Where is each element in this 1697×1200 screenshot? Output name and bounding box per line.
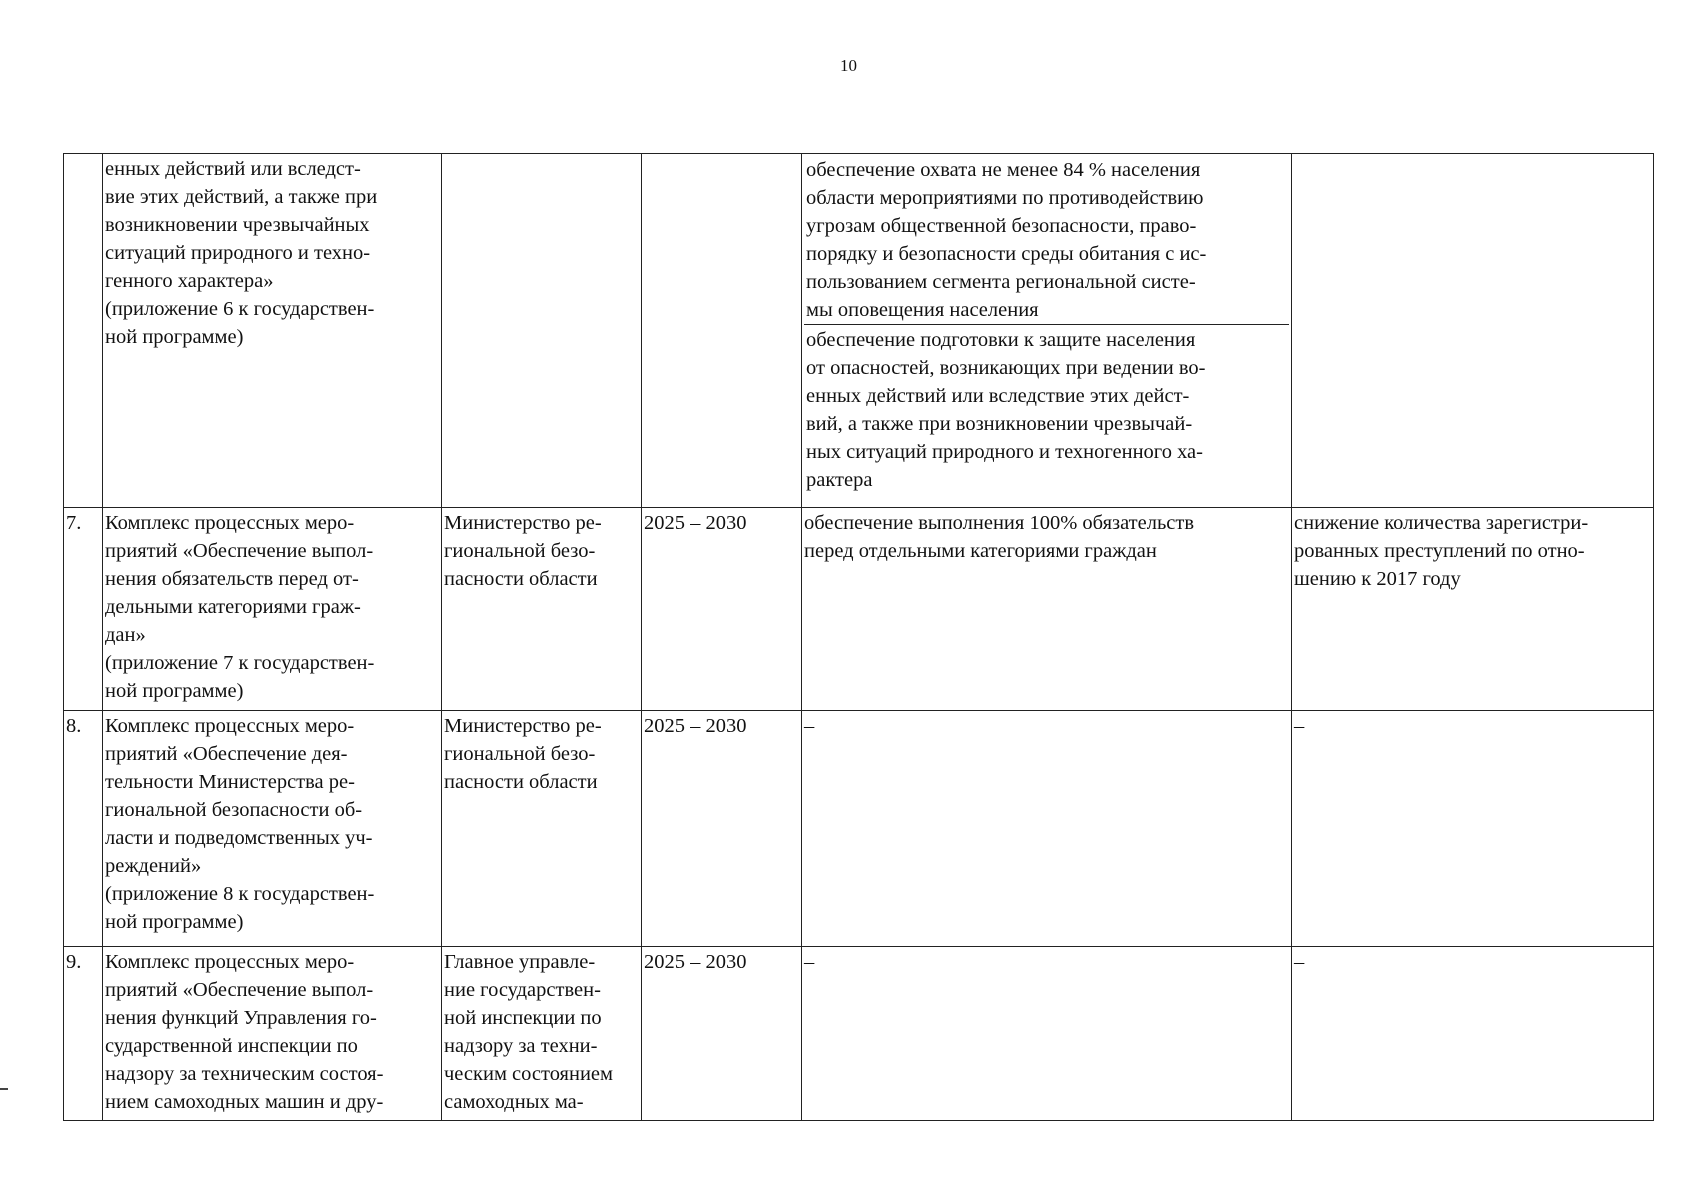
responsible-cell — [442, 508, 642, 711]
tasks-cell — [802, 947, 1292, 1121]
table-row — [64, 508, 1654, 711]
period-cell — [642, 947, 802, 1121]
responsible-cell — [442, 154, 642, 508]
measure-name-line: (приложение 8 к государствен- — [105, 883, 375, 905]
task-line: от опасностей, возникающих при ведении во- — [806, 357, 1206, 379]
indicator-cell — [1292, 947, 1654, 1121]
period-cell — [642, 154, 802, 508]
measure-name-cell — [103, 947, 442, 1121]
measure-name-line: гиональной безопасности об- — [105, 799, 363, 821]
period-text: 2025 – 2030 — [644, 512, 747, 534]
measure-name-line: Комплекс процессных меро- — [105, 715, 355, 737]
measure-name-line: приятий «Обеспечение выпол- — [105, 540, 374, 562]
measure-name-line: приятий «Обеспечение выпол- — [105, 979, 374, 1001]
row-number-cell — [64, 154, 103, 508]
indicator-cell — [1292, 508, 1654, 711]
task-line: пользованием сегмента региональной систе- — [806, 271, 1196, 293]
indicator-line: – — [1294, 715, 1305, 737]
responsible-line: ческим состоянием — [444, 1063, 613, 1085]
task-line: обеспечение охвата не менее 84 % населения — [806, 159, 1201, 181]
measure-name-line: генного характера» — [105, 270, 274, 292]
responsible-line: гиональной безо- — [444, 743, 596, 765]
task-line: ных ситуаций природного и техногенного ха- — [806, 441, 1203, 463]
measure-name-line: (приложение 7 к государствен- — [105, 652, 375, 674]
row-number-cell — [64, 508, 103, 711]
task-line: – — [804, 951, 815, 973]
row-number-cell — [64, 947, 103, 1121]
row-number: 9. — [66, 951, 82, 973]
task-line: области мероприятиями по противодействию — [806, 187, 1204, 209]
task-line: обеспечение подготовки к защите населения — [806, 329, 1196, 351]
indicator-line: рованных преступлений по отно- — [1294, 540, 1585, 562]
measure-name-line: дельными категориями граж- — [105, 596, 361, 618]
indicator-line: – — [1294, 951, 1305, 973]
measure-name-line: сударственной инспекции по — [105, 1035, 358, 1057]
measure-name-line: енных действий или вследст- — [105, 158, 361, 180]
responsible-cell — [442, 711, 642, 947]
responsible-line: самоходных ма- — [444, 1091, 584, 1113]
responsible-line: Главное управле- — [444, 951, 596, 973]
indicator-cell — [1292, 711, 1654, 947]
measure-name-line: ной программе) — [105, 911, 244, 933]
responsible-line: ние государствен- — [444, 979, 601, 1001]
measure-name-line: (приложение 6 к государствен- — [105, 298, 375, 320]
period-text: 2025 – 2030 — [644, 715, 747, 737]
measure-name-line: нения обязательств перед от- — [105, 568, 359, 590]
responsible-line: Министерство ре- — [444, 512, 602, 534]
measure-name-line: ной программе) — [105, 326, 244, 348]
measure-name-line: реждений» — [105, 855, 202, 877]
task-line: енных действий или вследствие этих дейст- — [806, 385, 1190, 407]
indicator-cell — [1292, 154, 1654, 508]
page-number: 10 — [840, 56, 857, 75]
measure-name-line: ситуаций природного и техно- — [105, 242, 371, 264]
measure-name-line: Комплекс процессных меро- — [105, 512, 355, 534]
period-cell — [642, 711, 802, 947]
row-number: 7. — [66, 512, 82, 534]
responsible-line: ной инспекции по — [444, 1007, 602, 1029]
task-line: перед отдельными категориями граждан — [804, 540, 1157, 562]
measure-name-line: ной программе) — [105, 680, 244, 702]
responsible-line: Министерство ре- — [444, 715, 602, 737]
task-line: порядку и безопасности среды обитания с ис- — [806, 243, 1207, 265]
task-block — [804, 155, 1289, 325]
measure-name-line: дан» — [105, 624, 146, 646]
task-line: угрозам общественной безопасности, право- — [806, 215, 1197, 237]
measure-name-line: вие этих действий, а также при — [105, 186, 378, 208]
task-block — [804, 325, 1289, 496]
row-number-cell — [64, 711, 103, 947]
margin-mark — [0, 1088, 8, 1090]
indicator-line: снижение количества зарегистри- — [1294, 512, 1589, 534]
measure-name-line: нения функций Управления го- — [105, 1007, 377, 1029]
task-line: обеспечение выполнения 100% обязательств — [804, 512, 1195, 534]
responsible-line: пасности области — [444, 771, 598, 793]
measure-name-line: возникновении чрезвычайных — [105, 214, 370, 236]
measure-name-cell — [103, 508, 442, 711]
tasks-cell — [802, 711, 1292, 947]
responsible-line: пасности области — [444, 568, 598, 590]
measure-name-line: надзору за техническим состоя- — [105, 1063, 384, 1085]
measure-name-line: Комплекс процессных меро- — [105, 951, 355, 973]
task-line: мы оповещения населения — [806, 299, 1039, 321]
task-line: – — [804, 715, 815, 737]
measure-name-line: нием самоходных машин и дру- — [105, 1091, 384, 1113]
responsible-line: надзору за техни- — [444, 1035, 598, 1057]
measure-name-cell — [103, 711, 442, 947]
measure-name-line: тельности Министерства ре- — [105, 771, 355, 793]
period-cell — [642, 508, 802, 711]
task-line: вий, а также при возникновении чрезвычай- — [806, 413, 1193, 435]
indicator-line: шению к 2017 году — [1294, 568, 1461, 590]
program-table — [63, 153, 1654, 1121]
measure-name-line: ласти и подведомственных уч- — [105, 827, 373, 849]
measure-name-cell — [103, 154, 442, 508]
tasks-cell — [802, 508, 1292, 711]
tasks-cell — [802, 154, 1292, 508]
responsible-cell — [442, 947, 642, 1121]
responsible-line: гиональной безо- — [444, 540, 596, 562]
row-number: 8. — [66, 715, 82, 737]
period-text: 2025 – 2030 — [644, 951, 747, 973]
table-row — [64, 947, 1654, 1121]
table-row — [64, 154, 1654, 508]
task-line: рактера — [806, 469, 873, 491]
measure-name-line: приятий «Обеспечение дея- — [105, 743, 348, 765]
table-row — [64, 711, 1654, 947]
